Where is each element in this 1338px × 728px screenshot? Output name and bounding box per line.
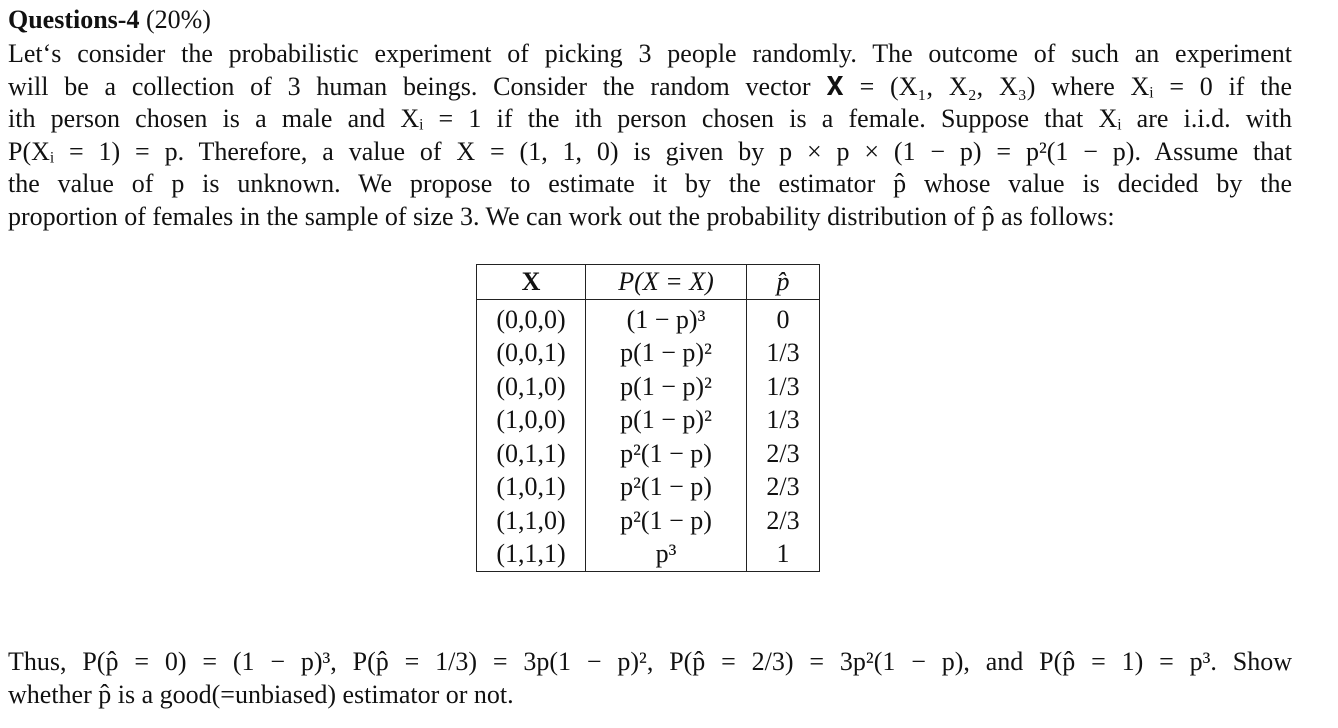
header-probability: P(X = X) [586,265,747,300]
intro-line: Let‘s consider the probabilistic experiment of picking 3 people randomly. The outcome of such an experiment [8,39,1292,68]
cell-probability: (1 − p)³ [586,303,747,337]
cell-outcome: (0,1,1) [477,437,586,471]
cell-estimate: 1/3 [747,370,820,404]
cell-outcome: (1,0,0) [477,404,586,438]
header-outcome: X [477,265,586,300]
conclusion-paragraph [8,645,1292,711]
cell-estimate: 2/3 [747,504,820,538]
cell-outcome: (0,0,1) [477,337,586,371]
question-weight: (20%) [145,5,211,34]
table-row [477,303,820,337]
cell-probability: p²(1 − p) [586,504,747,538]
table-row [477,337,820,371]
cell-estimate: 1/3 [747,404,820,438]
question-heading [8,4,211,36]
cell-probability: p(1 − p)² [586,337,747,371]
intro-line: the value of p is unknown. We propose to estimate it by the estimator p̂ whose value is decided by the [8,169,1292,199]
question-title: Questions-4 [8,5,140,34]
table-row [477,471,820,505]
cell-outcome: (1,1,1) [477,538,586,572]
intro-line: P(Xᵢ = 1) = p. Therefore, a value of X = (1, 1, 0) is given by p × p × (1 − p) = p²(1 − p). Assume that [8,136,1292,166]
cell-estimate: 0 [747,303,820,337]
table-row [477,404,820,438]
conclusion-line: whether p̂ is a good(=unbiased) estimator or not. [8,680,514,709]
cell-probability: p(1 − p)² [586,370,747,404]
table-header-row [477,265,820,300]
distribution-table [476,264,820,572]
table-row [477,504,820,538]
table-row [477,370,820,404]
cell-probability: p²(1 − p) [586,471,747,505]
cell-probability: p(1 − p)² [586,404,747,438]
intro-paragraph [8,38,1292,234]
table-row [477,437,820,471]
cell-outcome: (1,1,0) [477,504,586,538]
cell-estimate: 1 [747,538,820,572]
intro-line: ith person chosen is a male and Xᵢ = 1 if the ith person chosen is a female. Suppose that Xᵢ are i.i.d. with [8,104,1292,134]
cell-outcome: (0,0,0) [477,303,586,337]
cell-outcome: (1,0,1) [477,471,586,505]
header-estimate: p̂ [747,265,820,300]
conclusion-line: Thus, P(p̂ = 0) = (1 − p)³, P(p̂ = 1/3) = 3p(1 − p)², P(p̂ = 2/3) = 3p²(1 − p), and P(p̂ = 1) = p³. Show [8,647,1292,676]
cell-estimate: 2/3 [747,471,820,505]
intro-line: proportion of females in the sample of size 3. We can work out the probability distribution of p̂ as follows: [8,201,1115,231]
cell-estimate: 2/3 [747,437,820,471]
cell-estimate: 1/3 [747,337,820,371]
cell-probability: p²(1 − p) [586,437,747,471]
intro-line: will be a collection of 3 human beings. Consider the random vector 𝐗 = (X₁, X₂, X₃) where Xᵢ = 0 if the [8,71,1292,101]
cell-outcome: (0,1,0) [477,370,586,404]
cell-probability: p³ [586,538,747,572]
table-row [477,538,820,572]
